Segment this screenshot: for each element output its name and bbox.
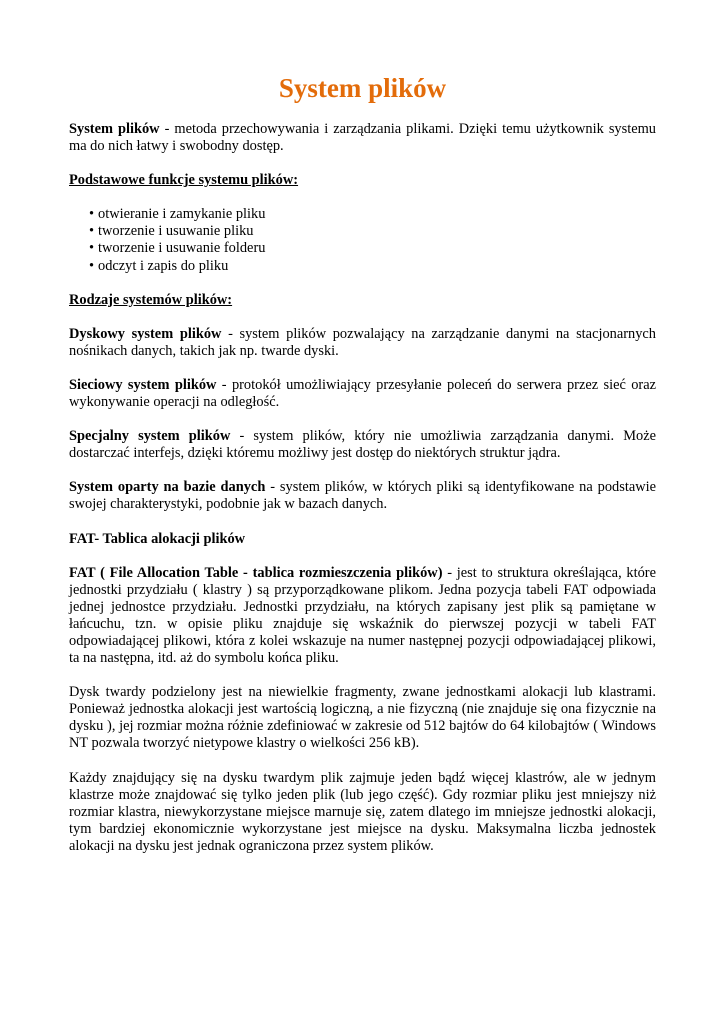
- fat-definition-term: FAT ( File Allocation Table - tablica rozmieszczenia plików): [69, 564, 443, 581]
- type-paragraph-disk: [69, 326, 656, 360]
- type-description: - protokół umożliwiający przesyłanie poleceń do serwera przez sieć oraz wykonywanie operacji na odległość.: [69, 376, 656, 411]
- fat-paragraph-clusters: Dysk twardy podzielony jest na niewielkie fragmenty, zwane jednostkami alokacji lub klastrami. Ponieważ jednostka alokacji jest wartością logiczną, a nie fizyczną (nie znajduje się ona fizycznie na dysku ), jej rozmiar można różnie zdefiniować w zakresie od 512 bajtów do 64 kilobajtów ( Windows NT pozwala tworzyć nietypowe klastry o wielkości 256 kB).: [69, 684, 656, 752]
- type-term: Sieciowy system plików: [69, 376, 217, 393]
- list-item: [69, 206, 656, 223]
- list-item-text: tworzenie i usuwanie folderu: [98, 240, 266, 257]
- type-description: - system plików pozwalający na zarządzanie danymi na stacjonarnych nośnikach danych, takich jak np. twarde dyski.: [69, 325, 656, 359]
- types-heading: Rodzaje systemów plików:: [69, 291, 233, 308]
- list-item-text: otwieranie i zamykanie pliku: [98, 206, 266, 223]
- fat-definition-text: - jest to struktura określająca, które jednostki przydziału ( klastry ) są przyporządkowane plikom. Jedna pozycja tabeli FAT odpowiada jednej jednostce przydziału. Jednostki przydziału, na których zapisany jest plik są pamiętane w łańcuchu, tzn. w opisie pliku znajduje się wskaźnik do pierwszej pozycji w tabeli FAT odpowiadającej plikowi, która z kolei wskazuje na numer następnej pozycji odpowiadającej plikowi, ta na następna, itd. aż do symbolu końca pliku.: [69, 564, 656, 667]
- bullet-icon: •: [89, 206, 95, 223]
- fat-paragraph-allocation: Każdy znajdujący się na dysku twardym plik zajmuje jeden bądź więcej klastrów, ale w jednym klastrze może znajdować się tylko jeden plik (lub jego część). Gdy rozmiar pliku jest mniejszy niż rozmiar klastra, niewykorzystane miejsce marnuje się, zatem dlatego im mniejsze jednostki alokacji, tym bardziej ekonomicznie wykorzystane jest miejsce na dysku. Maksymalna liczba jednostek alokacji na dysku jest jednak ograniczona przez system plików.: [69, 769, 656, 854]
- type-term: Dyskowy system plików: [69, 325, 222, 342]
- intro-term: System plików: [69, 121, 160, 137]
- list-item-text: odczyt i zapis do pliku: [98, 257, 229, 274]
- list-item: [69, 223, 656, 240]
- type-term: System oparty na bazie danych: [69, 479, 266, 496]
- intro-paragraph: [69, 121, 656, 155]
- list-item-text: tworzenie i usuwanie pliku: [98, 223, 254, 240]
- fat-definition-paragraph: [69, 565, 656, 668]
- bullet-icon: •: [89, 240, 95, 257]
- type-description: - system plików, który nie umożliwia zarządzania danymi. Może dostarczać interfejs, dzięki któremu możliwy jest dostęp do niektórych struktur jądra.: [69, 428, 656, 462]
- fat-heading: FAT- Tablica alokacji plików: [69, 530, 246, 547]
- type-paragraph-database: [69, 479, 656, 513]
- list-item: [69, 240, 656, 257]
- list-item: [69, 258, 656, 275]
- bullet-icon: •: [89, 223, 95, 240]
- page-title: System plików: [278, 73, 447, 103]
- functions-list: [69, 206, 656, 274]
- type-term: Specjalny system plików: [69, 428, 231, 445]
- type-paragraph-special: [69, 428, 656, 462]
- type-paragraph-network: [69, 377, 656, 411]
- intro-text: - metoda przechowywania i zarządzania plikami. Dzięki temu użytkownik systemu ma do nich łatwy i swobodny dostęp.: [69, 121, 657, 155]
- bullet-icon: •: [89, 257, 95, 274]
- functions-heading: Podstawowe funkcje systemu plików:: [69, 172, 299, 189]
- type-description: - system plików, w których pliki są identyfikowane na podstawie swojej charakterystyki, podobnie jak w bazach danych.: [69, 479, 656, 513]
